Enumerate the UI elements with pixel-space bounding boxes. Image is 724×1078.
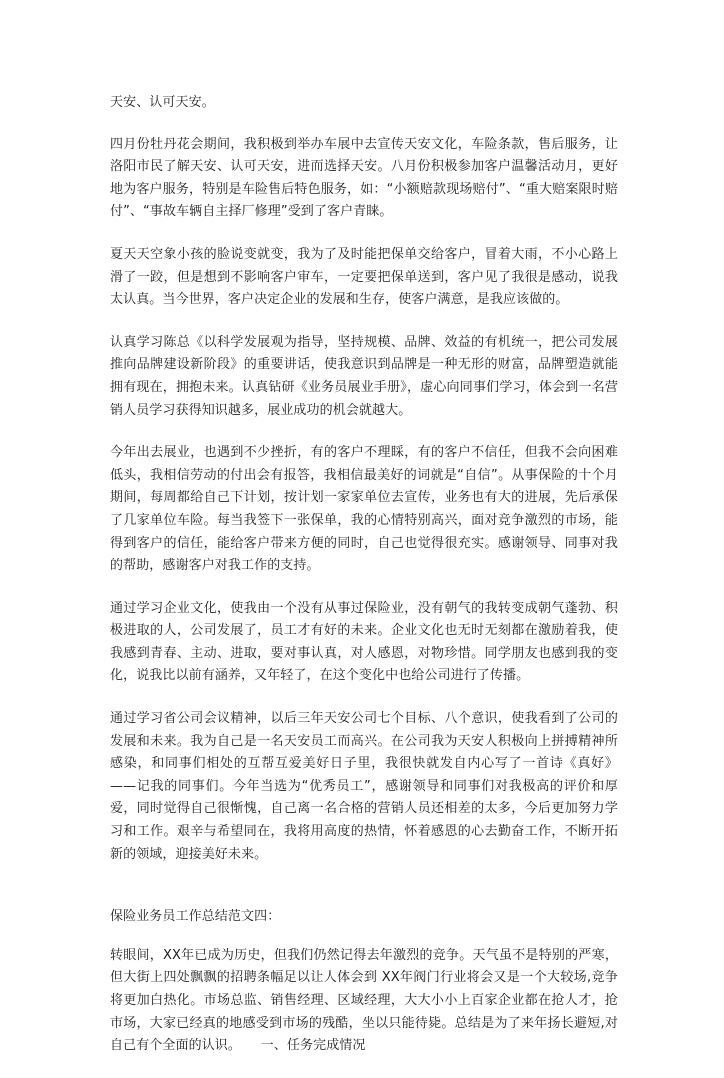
paragraph-peony-festival: 四月份牡丹花会期间，我积极到举办车展中去宣传天安文化，车险条款，售后服务，让洛阳市民了解天安、认可天安，进而选择天安。八月份积极参加客户温馨活动月，更好地为客户服务，特别是车险售后特色服务，如：“小额赔款现场赔付”、“重大赔案限时赔付”、“事故车辆自主择厂修理”受到了客户青睐。: [110, 136, 618, 220]
document-page: [110, 92, 618, 1078]
section-heading: 保险业务员工作总结范文四：: [110, 909, 281, 925]
paragraph-rainy-delivery: 夏天天空象小孩的脸说变就变，我为了及时能把保单交给客户，冒着大雨，不小心路上滑了一跤，但是想到不影响客户审车，一定要把保单送到，客户见了我很是感动，说我太认真。当今世界，客户决定企业的发展和生存，使客户满意，是我应该做的。: [110, 246, 618, 308]
paragraph-intro-fragment: 天安、认可天安。: [110, 95, 215, 110]
paragraph-corporate-culture: 通过学习企业文化，使我由一个没有从事过保险业，没有朝气的我转变成朝气蓬勃、积极进取的人，公司发展了，员工才有好的未来。企业文化也无时无刻都在激励着我，使我感到青春、主动、进取，要对事认真，对人感恩，对物珍惜。同学朋友也感到我的变化，说我比以前有涵养，又年轻了，在这个变化中也给公司进行了传播。: [110, 600, 618, 684]
paragraph-year-review: 转眼间，XX年已成为历史，但我们仍然记得去年激烈的竞争。天气虽不是特别的严寒，但大街上四处飘飘的招聘条幅足以让人体会到 XX年阀门行业将会又是一个大较场,竞争将更加白热化。市场总监、销售经理、区域经理，大大小小上百家企业都在抢人才，抢市场，大家已经真的地感受到市场的残酷，坐以只能待毙。总结是为了来年扬长避短,对自己有个全面的认识。 一、任务完成情况: [110, 947, 618, 1054]
paragraph-meeting-spirit: 通过学习省公司会议精神，以后三年天安公司七个目标、八个意识，使我看到了公司的发展和未来。我为自己是一名天安员工而高兴。在公司我为天安人积极向上拼搏精神所感染，和同事们相处的互帮互爱美好日子里，我很快就发自内心写了一首诗《真好》——记我的同事们。今年当选为“优秀员工”，感谢领导和同事们对我极高的评价和厚爱，同时觉得自己很惭愧，自己离一名合格的营销人员还相差的太多，今后更加努力学习和工作。艰辛与希望同在，我将用高度的热情，怀着感恩的心去勤奋工作，不断开拓新的领域，迎接美好未来。: [110, 711, 618, 862]
paragraph-brand-study: 认真学习陈总《以科学发展观为指导，坚持规模、品牌、效益的有机统一，把公司发展推向品牌建设新阶段》的重要讲话，使我意识到品牌是一种无形的财富，品牌塑造就能拥有现在，拥抱未来。认真钻研《业务员展业手册》，虚心向同事们学习，体会到一名营销人员学习获得知识越多，展业成功的机会就越大。: [110, 334, 618, 418]
paragraph-setbacks-confidence: 今年出去展业，也遇到不少挫折，有的客户不理睬，有的客户不信任，但我不会向困难低头，我相信劳动的付出会有报答，我相信最美好的词就是“自信”。从事保险的十个月期间，每周都给自己下计划，按计划一家家单位去宣传，业务也有大的进展，先后承保了几家单位车险。每当我签下一张保单，我的心情特别高兴，面对竞争激烈的市场，能得到客户的信任，能给客户带来方便的同时，自己也觉得很充实。感谢领导、同事对我的帮助，感谢客户对我工作的支持。: [110, 445, 618, 574]
